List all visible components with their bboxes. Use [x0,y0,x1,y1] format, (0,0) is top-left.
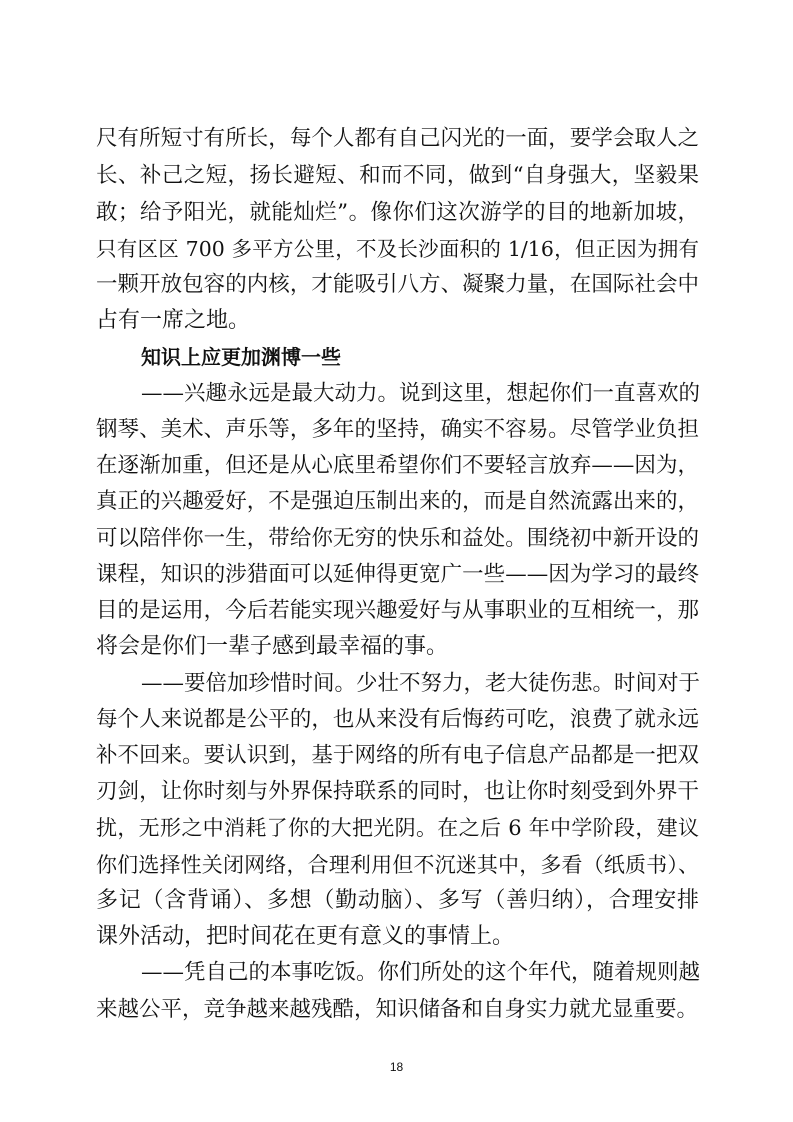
paragraph-line: 可以陪伴你一生，带给你无穷的快乐和益处。围绕初中新开设的 [96,526,699,551]
paragraph-line: 敢；给予阳光，就能灿烂”。像你们这次游学的目的地新加坡， [96,200,699,225]
paragraph-line: 扰，无形之中消耗了你的大把光阴。在之后 6 年中学阶段，建议 [96,816,699,840]
section-heading: 知识上应更加渊博一些 [141,345,341,369]
paragraph-line: 一颗开放包容的内核，才能吸引八方、凝聚力量，在国际社会中 [96,272,699,297]
paragraph-line: 你们选择性关闭网络，合理利用但不沉迷其中，多看（纸质书）、 [96,853,699,877]
paragraph-line: 课程，知识的涉猎面可以延伸得更宽广一些——因为学习的最终 [96,562,699,587]
paragraph-line: 占有一席之地。 [96,308,251,333]
paragraph-line: ——兴趣永远是最大动力。说到这里，想起你们一直喜欢的 [141,381,701,406]
paragraph-line: 来越公平，竞争越来越残酷，知识储备和自身实力就尤显重要。 [96,997,699,1022]
paragraph-line: 刃剑，让你时刻与外界保持联系的同时，也让你时刻受到外界干 [96,779,699,804]
paragraph-line: 多记（含背诵）、多想（勤动脑）、多写（善归纳），合理安排 [96,888,699,913]
paragraph-line: 补不回来。要认识到，基于网络的所有电子信息产品都是一把双 [96,743,699,768]
paragraph-line: 真正的兴趣爱好，不是强迫压制出来的，而是自然流露出来的， [96,489,699,514]
paragraph-line: 尺有所短寸有所长，每个人都有自己闪光的一面，要学会取人之 [96,126,699,151]
paragraph-line: 每个人来说都是公平的，也从来没有后悔药可吃，浪费了就永远 [96,707,699,732]
paragraph-line: ——凭自己的本事吃饭。你们所处的这个年代，随着规则越 [141,960,701,985]
paragraph-line: 钢琴、美术、声乐等，多年的坚持，确实不容易。尽管学业负担 [96,417,699,442]
paragraph-line: ——要倍加珍惜时间。少壮不努力，老大徒伤悲。时间对于 [141,671,701,696]
paragraph-line: 只有区区 700 多平方公里，不及长沙面积的 1/16，但正因为拥有 [96,237,699,261]
paragraph-line: 在逐渐加重，但还是从心底里希望你们不要轻言放弃——因为， [96,453,699,478]
paragraph-line: 课外活动，把时间花在更有意义的事情上。 [96,924,515,949]
paragraph-line: 目的是运用，今后若能实现兴趣爱好与从事职业的互相统一，那 [96,598,699,623]
page-number: 18 [389,1060,404,1074]
paragraph-line: 将会是你们一辈子感到最幸福的事。 [96,634,449,659]
paragraph-line: 长、补己之短，扬长避短、和而不同，做到“自身强大，坚毅果 [96,163,699,188]
